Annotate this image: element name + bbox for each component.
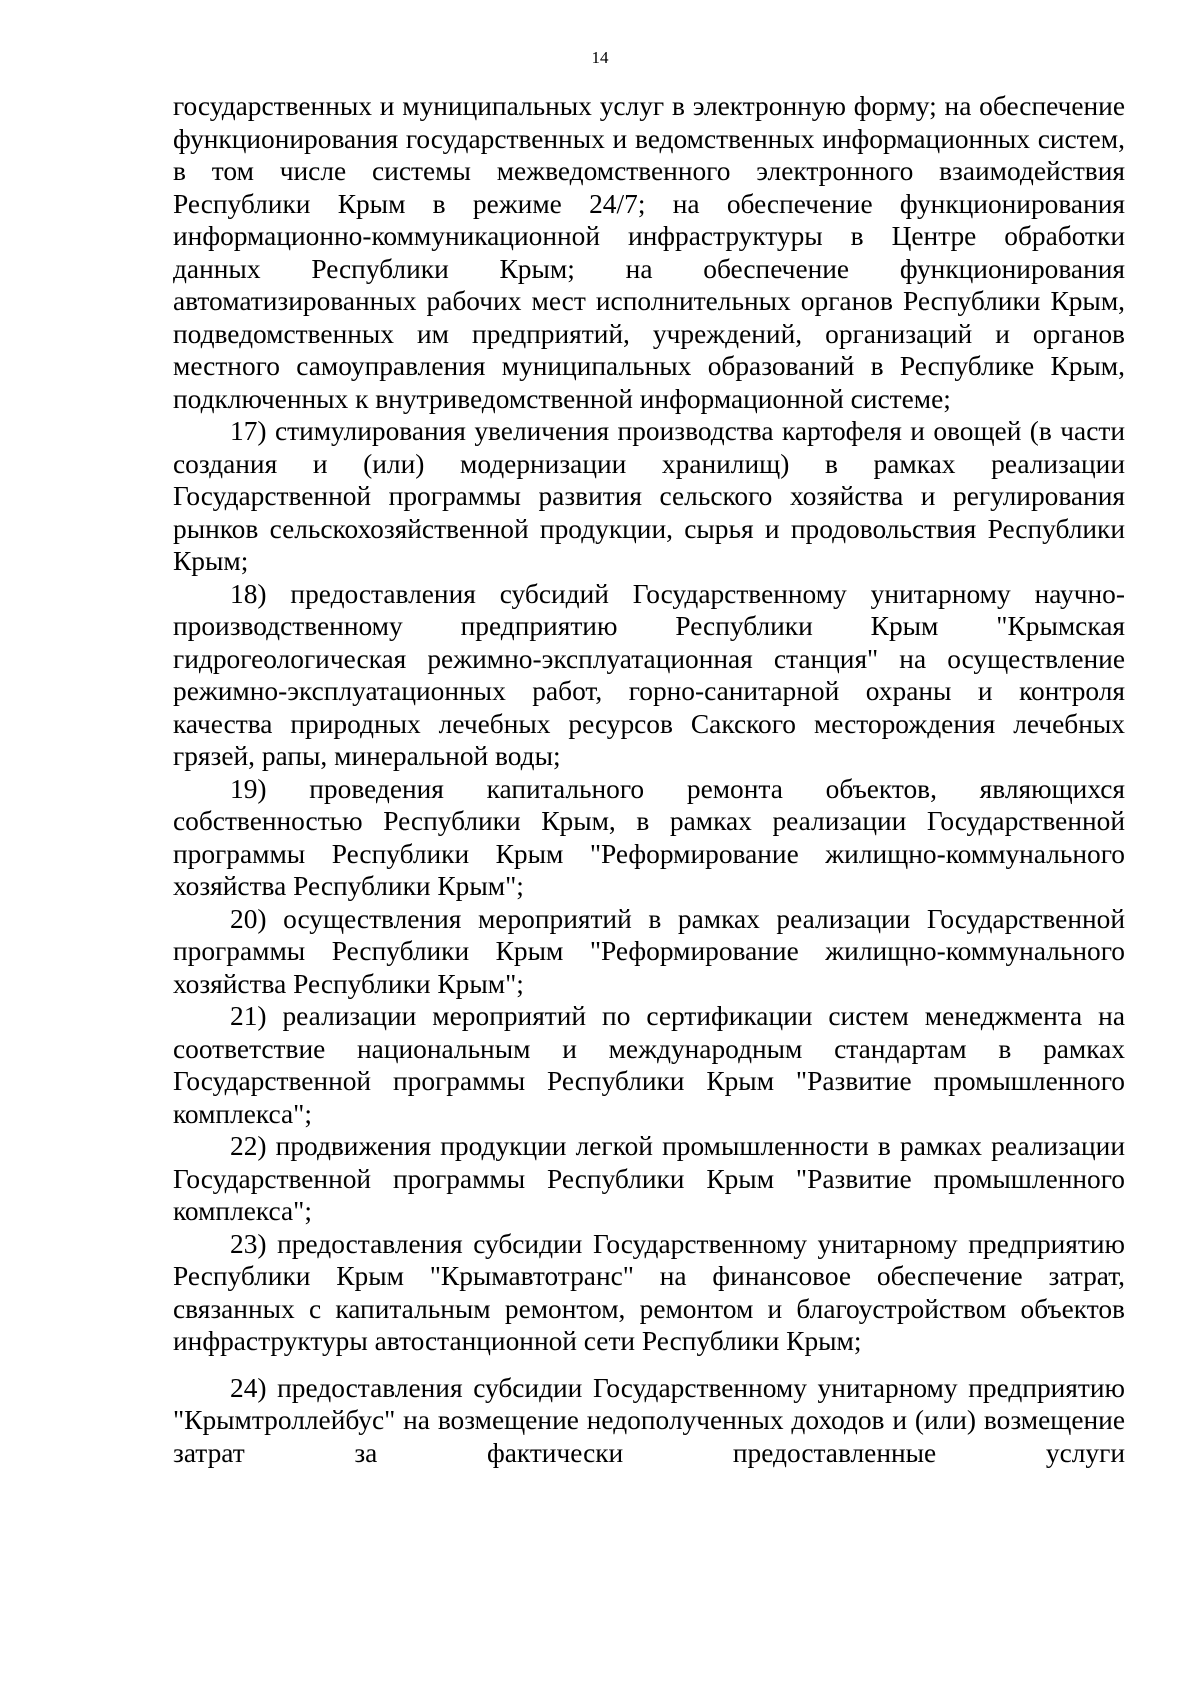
- paragraph-continuation: государственных и муниципальных услуг в электронную форму; на обеспечение функционирования государственных и ведомственных информационных систем, в том числе системы межведомственного электронного взаимодействия Республики Крым в режиме 24/7; на обеспечение функционирования информационно-коммуникационной инфраструктуры в Центре обработки данных Республики Крым; на обеспечение функционирования автоматизированных рабочих мест исполнительных органов Республики Крым, подведомственных им предприятий, учреждений, организаций и органов местного самоуправления муниципальных образований в Республике Крым, подключенных к внутриведомственной информационной системе;: [173, 91, 1125, 414]
- paragraph-item-20: 20) осуществления мероприятий в рамках реализации Государственной программы Республики Крым "Реформирование жилищно-коммунального хозяйства Республики Крым";: [173, 903, 1125, 999]
- paragraph-item-18: 18) предоставления субсидий Государственному унитарному научно-производственному предприятию Республики Крым "Крымская гидрогеологическая режимно-эксплуатационная станция" на осуществление режимно-эксплуатационных работ, горно-санитарной охраны и контроля качества природных лечебных ресурсов Сакского месторождения лечебных грязей, рапы, минеральной воды;: [173, 578, 1125, 771]
- paragraph-item-22: 22) продвижения продукции легкой промышленности в рамках реализации Государственной программы Республики Крым "Развитие промышленного комплекса";: [173, 1131, 1125, 1226]
- document-body: [173, 90, 1125, 1469]
- paragraph-item-23: 23) предоставления субсидии Государственному унитарному предприятию Республики Крым "Крымавтотранс" на финансовое обеспечение затрат, связанных с капитальным ремонтом, ремонтом и благоустройством объектов инфраструктуры автостанционной сети Республики Крым;: [173, 1228, 1125, 1356]
- paragraph-item-21: 21) реализации мероприятий по сертификации систем менеджмента на соответствие национальным и международным стандартам в рамках Государственной программы Республики Крым "Развитие промышленного комплекса";: [173, 1001, 1125, 1129]
- paragraph-item-19: 19) проведения капитального ремонта объектов, являющихся собственностью Республики Крым, в рамках реализации Государственной программы Республики Крым "Реформирование жилищно-коммунального хозяйства Республики Крым";: [173, 773, 1125, 901]
- page-number: 14: [591, 48, 609, 67]
- paragraph-item-24: 24) предоставления субсидии Государственному унитарному предприятию "Крымтроллейбус" на возмещение недополученных доходов и (или) возмещение затрат за фактически предоставленные услуги: [173, 1372, 1125, 1468]
- paragraph-item-17: 17) стимулирования увеличения производства картофеля и овощей (в части создания и (или) модернизации хранилищ) в рамках реализации Государственной программы развития сельского хозяйства и регулирования рынков сельскохозяйственной продукции, сырья и продовольствия Республики Крым;: [173, 416, 1125, 576]
